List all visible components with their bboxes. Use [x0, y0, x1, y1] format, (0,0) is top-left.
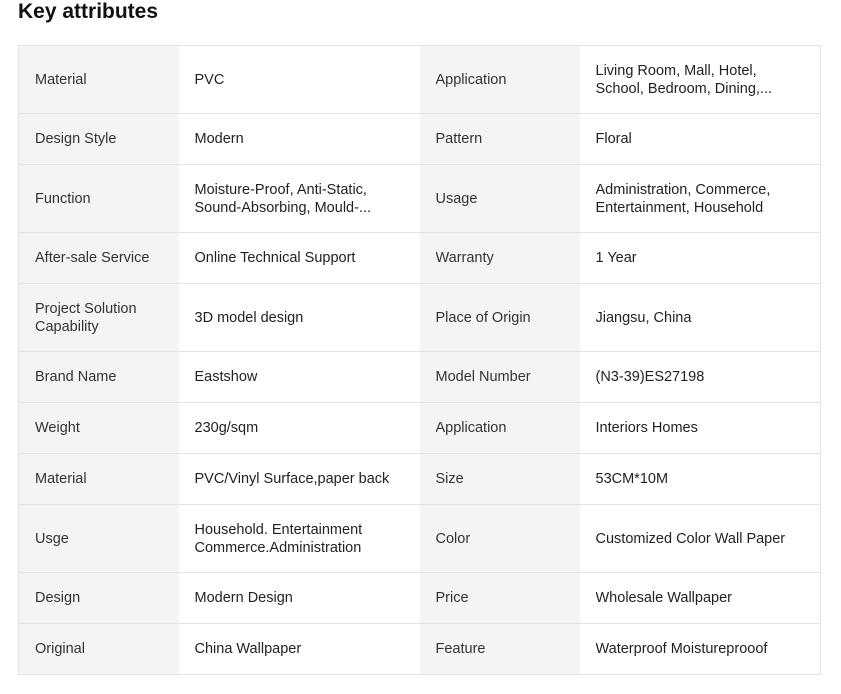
- table-row: [19, 505, 821, 573]
- table-row: [19, 233, 821, 284]
- attribute-label: Design: [19, 573, 179, 624]
- table-row: [19, 624, 821, 675]
- attribute-value: Customized Color Wall Paper: [580, 505, 821, 573]
- attribute-value: Moisture-Proof, Anti-Static, Sound-Absorbing, Mould-...: [179, 165, 420, 233]
- attribute-value: 1 Year: [580, 233, 821, 284]
- attribute-label: After-sale Service: [19, 233, 179, 284]
- attribute-value: PVC/Vinyl Surface,paper back: [179, 454, 420, 505]
- attribute-label: Price: [420, 573, 580, 624]
- attribute-value: Jiangsu, China: [580, 284, 821, 352]
- attribute-label: Material: [19, 46, 179, 114]
- table-row: [19, 573, 821, 624]
- attribute-value: Modern Design: [179, 573, 420, 624]
- attribute-value: 3D model design: [179, 284, 420, 352]
- attribute-label: Material: [19, 454, 179, 505]
- attribute-label: Usge: [19, 505, 179, 573]
- attribute-label: Pattern: [420, 114, 580, 165]
- key-attributes-table: [18, 45, 821, 675]
- attribute-value: PVC: [179, 46, 420, 114]
- attribute-label: Brand Name: [19, 352, 179, 403]
- attribute-value: Household. Entertainment Commerce.Administration: [179, 505, 420, 573]
- section-title: Key attributes: [18, 0, 159, 23]
- attribute-label: Application: [420, 403, 580, 454]
- attribute-value: Wholesale Wallpaper: [580, 573, 821, 624]
- attribute-value: Eastshow: [179, 352, 420, 403]
- attribute-label: Project Solution Capability: [19, 284, 179, 352]
- attribute-label: Feature: [420, 624, 580, 675]
- attribute-label: Size: [420, 454, 580, 505]
- table-row: [19, 403, 821, 454]
- attribute-label: Application: [420, 46, 580, 114]
- attribute-label: Place of Origin: [420, 284, 580, 352]
- attribute-label: Usage: [420, 165, 580, 233]
- attribute-label: Color: [420, 505, 580, 573]
- table-row: [19, 284, 821, 352]
- attribute-value: Waterproof Moistureprooof: [580, 624, 821, 675]
- attribute-value: (N3-39)ES27198: [580, 352, 821, 403]
- attribute-value: Administration, Commerce, Entertainment, Household: [580, 165, 821, 233]
- attribute-value: 53CM*10M: [580, 454, 821, 505]
- attribute-value: 230g/sqm: [179, 403, 420, 454]
- table-row: [19, 114, 821, 165]
- attribute-label: Function: [19, 165, 179, 233]
- attribute-label: Original: [19, 624, 179, 675]
- attribute-label: Warranty: [420, 233, 580, 284]
- table-row: [19, 165, 821, 233]
- attribute-label: Design Style: [19, 114, 179, 165]
- table-row: [19, 46, 821, 114]
- attribute-value: Living Room, Mall, Hotel, School, Bedroom, Dining,...: [580, 46, 821, 114]
- attribute-value: Floral: [580, 114, 821, 165]
- attribute-label: Model Number: [420, 352, 580, 403]
- attribute-label: Weight: [19, 403, 179, 454]
- attribute-value: Modern: [179, 114, 420, 165]
- attribute-value: Online Technical Support: [179, 233, 420, 284]
- table-row: [19, 352, 821, 403]
- table-row: [19, 454, 821, 505]
- attribute-value: Interiors Homes: [580, 403, 821, 454]
- attribute-value: China Wallpaper: [179, 624, 420, 675]
